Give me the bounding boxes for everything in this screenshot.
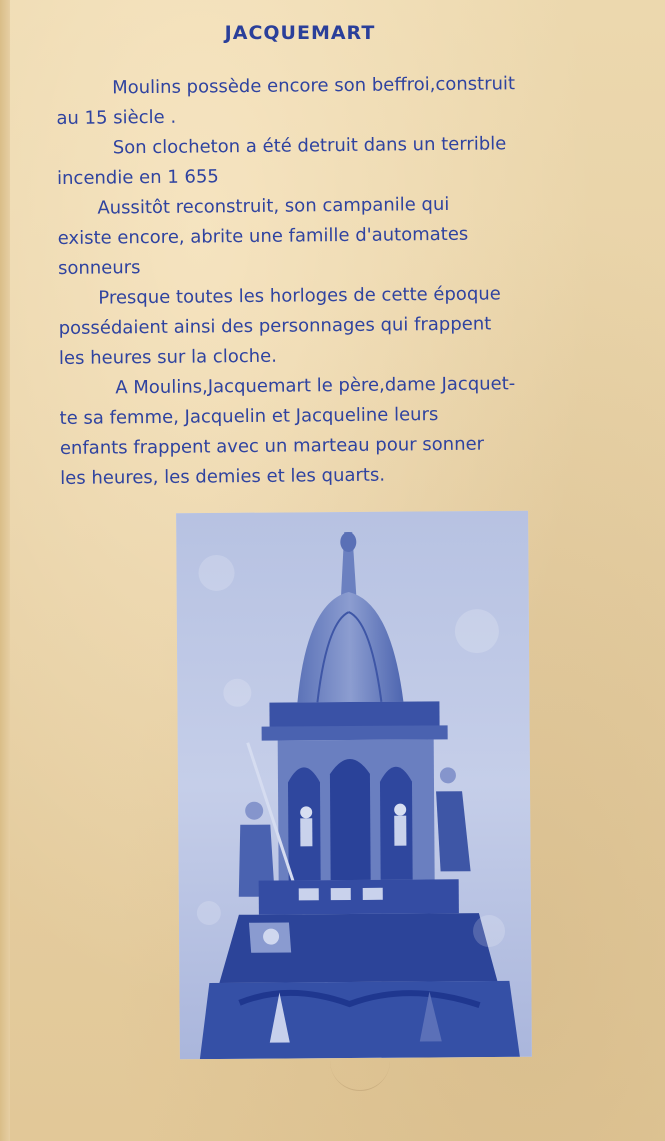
text-line: A Moulins,Jacquemart le père,dame Jacquet- xyxy=(115,373,516,399)
text-line: possédaient ainsi des personnages qui frappent xyxy=(58,313,492,339)
text-line: te sa femme, Jacquelin et Jacqueline leurs xyxy=(59,404,439,429)
jacquemart-photo xyxy=(176,511,532,1059)
text-line: au 15 siècle . xyxy=(56,106,177,129)
body-text xyxy=(56,68,620,494)
text-line: incendie en 1 655 xyxy=(56,166,219,189)
paragraph-beffroi xyxy=(56,68,617,134)
text-line: Moulins possède encore son beffroi,construit xyxy=(112,73,516,99)
text-line: existe encore, abrite une famille d'automates xyxy=(57,223,469,249)
paragraph-famille xyxy=(59,368,620,494)
paragraph-horloges xyxy=(58,278,619,374)
paragraph-clocheton xyxy=(57,128,618,194)
paper-crease xyxy=(330,1050,390,1091)
text-line: Son clocheton a été detruit dans un terrible xyxy=(112,133,507,159)
text-line: les heures, les demies et les quarts. xyxy=(60,464,386,489)
text-line: les heures sur la cloche. xyxy=(58,345,277,369)
text-line: enfants frappent avec un marteau pour sonner xyxy=(59,433,485,459)
text-line: sonneurs xyxy=(57,257,141,279)
page-title: JACQUEMART xyxy=(224,22,376,44)
text-line: Presque toutes les horloges de cette époque xyxy=(98,283,501,309)
text-line: Aussitôt reconstruit, son campanile qui xyxy=(97,193,450,219)
paragraph-campanile xyxy=(57,188,618,284)
page-edge xyxy=(0,0,10,1141)
